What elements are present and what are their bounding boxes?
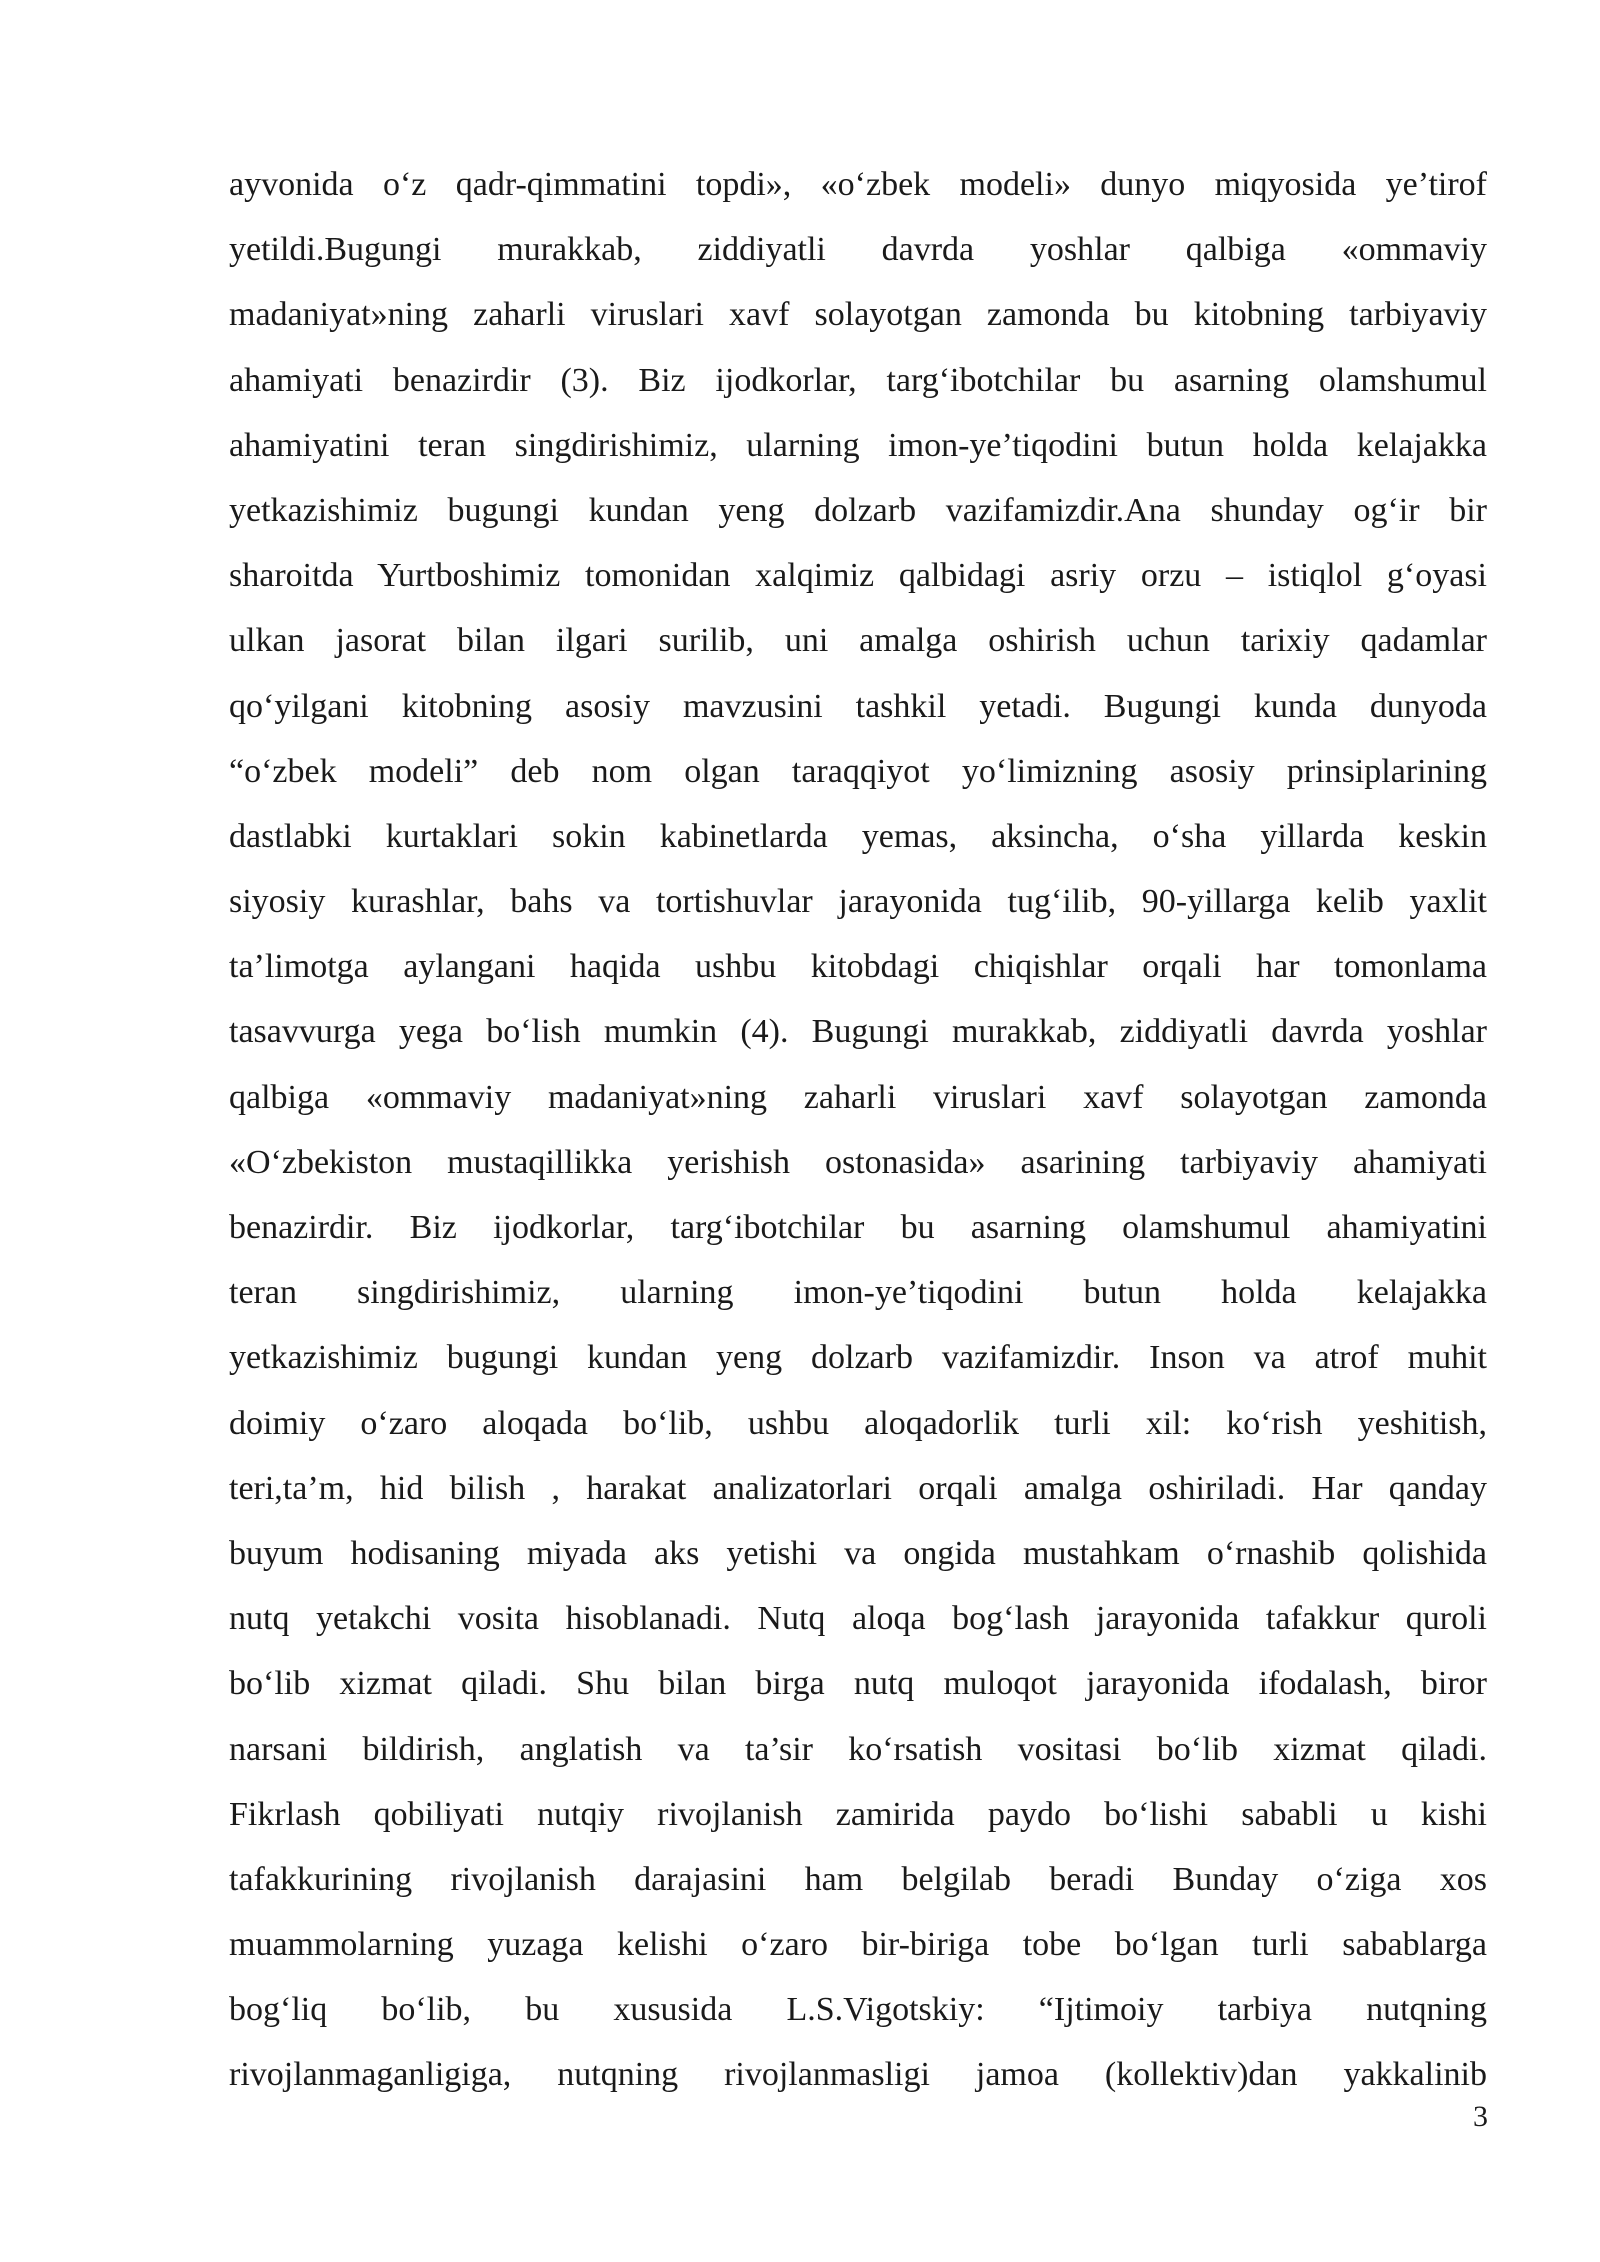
text-line: nutq yetakchi vosita hisoblanadi. Nutq aloqa bog‘lash jarayonida tafakkur quroli — [229, 1600, 1487, 1638]
text-line: qo‘yilgani kitobning asosiy mavzusini tashkil yetadi. Bugungi kunda dunyoda — [229, 687, 1487, 725]
text-line: tafakkurining rivojlanish darajasini ham belgilab beradi Bunday o‘ziga xos — [229, 1860, 1487, 1898]
text-line: bog‘liq bo‘lib, bu xususida L.S.Vigotskiy: “Ijtimoiy tarbiya nutqning — [229, 1991, 1487, 2029]
text-line: yetkazishimiz bugungi kundan yeng dolzarb vazifamizdir. Inson va atrof muhit — [229, 1339, 1487, 1377]
text-line: sharoitda Yurtboshimiz tomonidan xalqimiz qalbidagi asriy orzu – istiqlol g‘oyasi — [229, 557, 1487, 595]
text-line: “o‘zbek modeli” deb nom olgan taraqqiyot yo‘limizning asosiy prinsiplarining — [229, 752, 1487, 790]
text-line: siyosiy kurashlar, bahs va tortishuvlar jarayonida tug‘ilib, 90-yillarga kelib yaxlit — [229, 883, 1487, 921]
text-line: Fikrlash qobiliyati nutqiy rivojlanish zamirida paydo bo‘lishi sababli u kishi — [229, 1795, 1487, 1833]
text-line: ahamiyatini teran singdirishimiz, ularning imon-ye’tiqodini butun holda kelajakka — [229, 426, 1487, 464]
text-line: teran singdirishimiz, ularning imon-ye’tiqodini butun holda kelajakka — [229, 1274, 1487, 1312]
text-line: yetildi.Bugungi murakkab, ziddiyatli davrda yoshlar qalbiga «ommaviy — [229, 231, 1487, 269]
text-line: ulkan jasorat bilan ilgari surilib, uni amalga oshirish uchun tarixiy qadamlar — [229, 622, 1487, 660]
text-line: tasavvurga yega bo‘lish mumkin (4). Bugungi murakkab, ziddiyatli davrda yoshlar — [229, 1013, 1487, 1051]
text-line: narsani bildirish, anglatish va ta’sir ko‘rsatish vositasi bo‘lib xizmat qiladi. — [229, 1730, 1487, 1768]
text-line: doimiy o‘zaro aloqada bo‘lib, ushbu aloqadorlik turli xil: ko‘rish yeshitish, — [229, 1404, 1487, 1442]
text-line: ta’limotga aylangani haqida ushbu kitobdagi chiqishlar orqali har tomonlama — [229, 948, 1487, 986]
text-line: buyum hodisaning miyada aks yetishi va ongida mustahkam o‘rnashib qolishida — [229, 1534, 1487, 1572]
text-line: madaniyat»ning zaharli viruslari xavf solayotgan zamonda bu kitobning tarbiyaviy — [229, 296, 1487, 334]
text-line: muammolarning yuzaga kelishi o‘zaro bir-biriga tobe bo‘lgan turli sabablarga — [229, 1926, 1487, 1964]
page-number: 3 — [1473, 2100, 1488, 2133]
text-line: yetkazishimiz bugungi kundan yeng dolzarb vazifamizdir.Ana shunday og‘ir bir — [229, 491, 1487, 529]
text-line: rivojlanmaganligiga, nutqning rivojlanmasligi jamoa (kollektiv)dan yakkalinib — [229, 2056, 1487, 2094]
body-text — [229, 152, 1487, 2108]
text-line: benazirdir. Biz ijodkorlar, targ‘ibotchilar bu asarning olamshumul ahamiyatini — [229, 1209, 1487, 1246]
text-line: teri,ta’m, hid bilish , harakat analizatorlari orqali amalga oshiriladi. Har qanday — [229, 1469, 1487, 1507]
text-line: bo‘lib xizmat qiladi. Shu bilan birga nutq muloqot jarayonida ifodalash, biror — [229, 1665, 1487, 1703]
text-line: ahamiyati benazirdir (3). Biz ijodkorlar, targ‘ibotchilar bu asarning olamshumul — [229, 361, 1487, 399]
text-line: dastlabki kurtaklari sokin kabinetlarda yemas, aksincha, o‘sha yillarda keskin — [229, 817, 1487, 855]
text-line: «O‘zbekiston mustaqillikka yerishish ostonasida» asarining tarbiyaviy ahamiyati — [229, 1143, 1487, 1181]
text-line: ayvonida o‘z qadr-qimmatini topdi», «o‘zbek modeli» dunyo miqyosida ye’tirof — [229, 166, 1487, 203]
text-line: qalbiga «ommaviy madaniyat»ning zaharli viruslari xavf solayotgan zamonda — [229, 1078, 1487, 1116]
